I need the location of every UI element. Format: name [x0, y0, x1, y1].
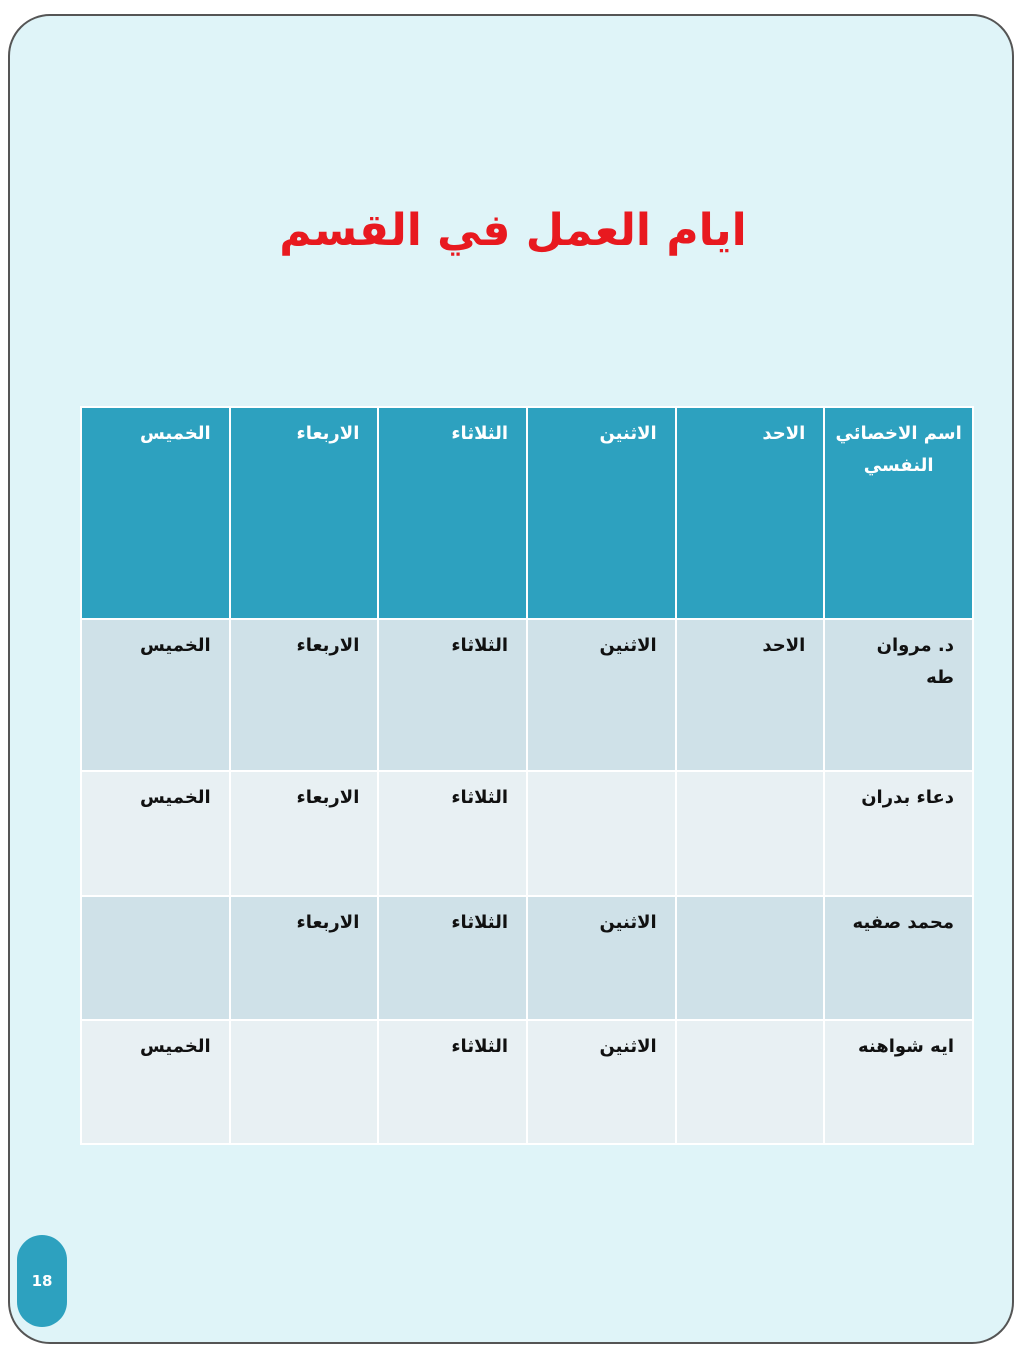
table-cell-name: ايه شواهنه: [824, 1020, 973, 1144]
table-cell: [676, 1020, 825, 1144]
table-cell: الاثنين: [527, 1020, 676, 1144]
header-cell-thursday: الخميس: [81, 407, 230, 619]
table-cell: الاحد: [676, 619, 825, 771]
page-title: ايام العمل في القسم: [279, 205, 747, 256]
table-cell: [676, 771, 825, 896]
page-number-badge: 18: [17, 1235, 67, 1327]
table-cell: الثلاثاء: [378, 1020, 527, 1144]
header-cell-sunday: الاحد: [676, 407, 825, 619]
table-row: [81, 896, 973, 1020]
table-cell: الخميس: [81, 619, 230, 771]
header-cell-tuesday: الثلاثاء: [378, 407, 527, 619]
table-cell: [230, 1020, 379, 1144]
table-row: [81, 619, 973, 771]
table-cell: الثلاثاء: [378, 896, 527, 1020]
table-cell: [81, 896, 230, 1020]
table-cell: الخميس: [81, 1020, 230, 1144]
table-cell: [527, 771, 676, 896]
slide-frame: [8, 14, 1014, 1344]
table-cell: الخميس: [81, 771, 230, 896]
table-cell: الثلاثاء: [378, 771, 527, 896]
table-cell: [676, 896, 825, 1020]
schedule-table: [80, 406, 974, 1145]
header-cell-monday: الاثنين: [527, 407, 676, 619]
table-row: [81, 771, 973, 896]
table-row: [81, 1020, 973, 1144]
table-cell: الثلاثاء: [378, 619, 527, 771]
header-cell-specialist: اسم الاخصائي النفسي: [824, 407, 973, 619]
table-cell: الاربعاء: [230, 771, 379, 896]
table-cell: الاربعاء: [230, 619, 379, 771]
table-cell: الاثنين: [527, 896, 676, 1020]
header-cell-wednesday: الاربعاء: [230, 407, 379, 619]
table-header-row: [81, 407, 973, 619]
table-cell-name: محمد صفيه: [824, 896, 973, 1020]
table-cell: الاربعاء: [230, 896, 379, 1020]
table-cell-name: دعاء بدران: [824, 771, 973, 896]
table-cell-name: د. مروان طه: [824, 619, 973, 771]
table-cell: الاثنين: [527, 619, 676, 771]
